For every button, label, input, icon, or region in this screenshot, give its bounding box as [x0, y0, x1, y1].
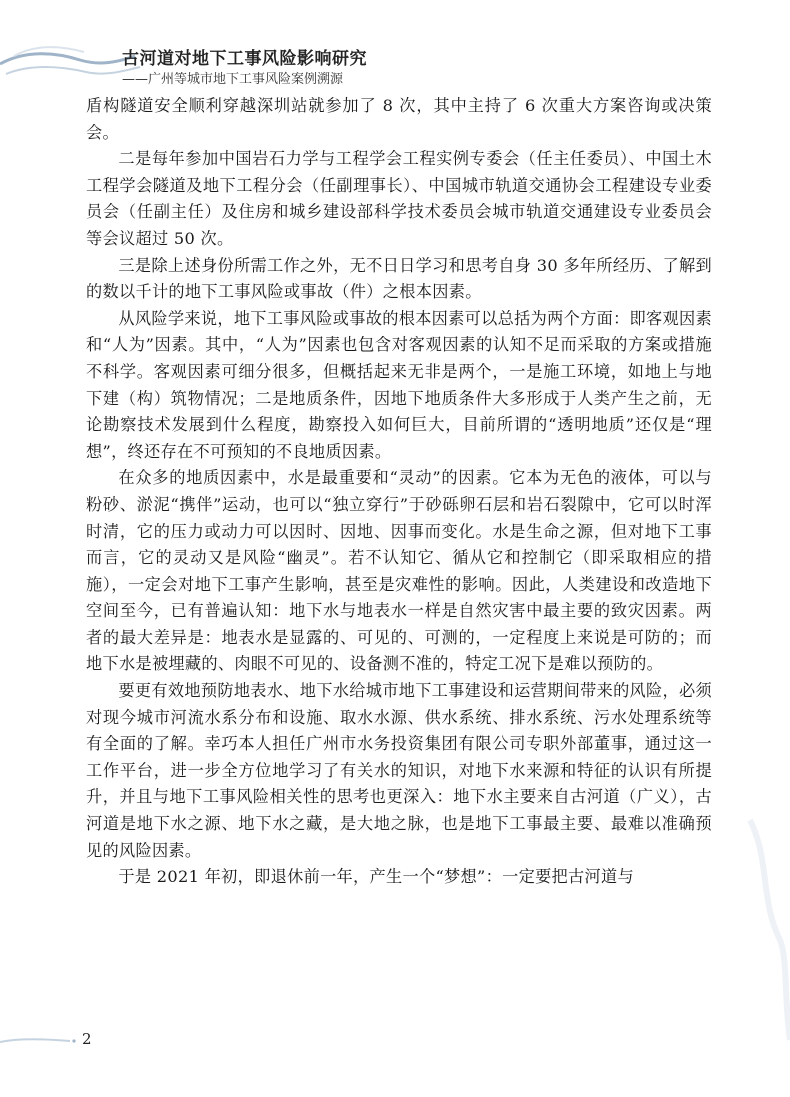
page-number: 2 [82, 1030, 92, 1048]
body-text [86, 93, 712, 891]
paragraph: 在众多的地质因素中，水是最重要和“灵动”的因素。它本为无色的液体，可以与粉砂、淤泥“携伴”运动，也可以“独立穿行”于砂砾卵石层和岩石裂隙中，它可以时浑时清，它的压力或动力可以因时、因地、因事而变化。水是生命之源，但对地下工事而言，它的灵动又是风险“幽灵”。若不认知它、循从它和控制它（即采取相应的措施），一定会对地下工事产生影响，甚至是灾难性的影响。因此，人类建设和改造地下空间至今，已有普遍认知：地下水与地表水一样是自然灾害中最主要的致灾因素。两者的最大差异是：地表水是显露的、可见的、可测的，一定程度上来说是可防的；而地下水是被埋藏的、肉眼不可见的、设备测不准的，特定工况下是难以预防的。 [86, 468, 712, 674]
footer-wave-icon [0, 1030, 90, 1050]
paragraph: 三是除上述身份所需工作之外，无不日日学习和思考自身 30 多年所经历、了解到的数以千计的地下工事风险或事故（件）之根本因素。 [86, 255, 712, 302]
paragraph: 从风险学来说，地下工事风险或事故的根本因素可以总括为两个方面：即客观因素和“人为”因素。其中，“人为”因素也包含对客观因素的认知不足而采取的方案或措施不科学。客观因素可细分很多，但概括起来无非是两个，一是施工环境，如地上与地下建（构）筑物情况；二是地质条件，因地下地质条件大多形成于人类产生之前，无论勘察技术发展到什么程度，勘察投入如何巨大，目前所谓的“透明地质”还仅是“理想”，终还存在不可预知的不良地质因素。 [86, 308, 712, 461]
paragraph: 要更有效地预防地表水、地下水给城市地下工事建设和运营期间带来的风险，必须对现今城市河流水系分布和设施、取水水源、供水系统、排水系统、污水处理系统等有全面的了解。幸巧本人担任广州市水务投资集团有限公司专职外部董事，通过这一工作平台，进一步全方位地学习了有关水的知识，对地下水来源和特征的认识有所提升，并且与地下工事风险相关性的思考也更深入：地下水主要来自古河道（广义），古河道是地下水之源、地下水之藏，是大地之脉，也是地下工事最主要、最难以准确预见的风险因素。 [86, 681, 712, 860]
paragraph: 盾构隧道安全顺利穿越深圳站就参加了 8 次，其中主持了 6 次重大方案咨询或决策会。 [86, 96, 712, 142]
running-header-subtitle: ——广州等城市地下工事风险案例溯源 [122, 72, 344, 87]
paragraph: 于是 2021 年初，即退休前一年，产生一个“梦想”：一定要把古河道与 [118, 867, 634, 887]
page-edge-texture-icon [740, 0, 790, 1097]
running-header-title: 古河道对地下工事风险影响研究 [122, 49, 367, 69]
paragraph: 二是每年参加中国岩石力学与工程学会工程实例专委会（任主任委员）、中国土木工程学会隧道及地下工程分会（任副理事长）、中国城市轨道交通协会工程建设专业委员会（任副主任）及住房和城乡建设部科学技术委员会城市轨道交通建设专业委员会等会议超过 50 次。 [86, 149, 712, 248]
